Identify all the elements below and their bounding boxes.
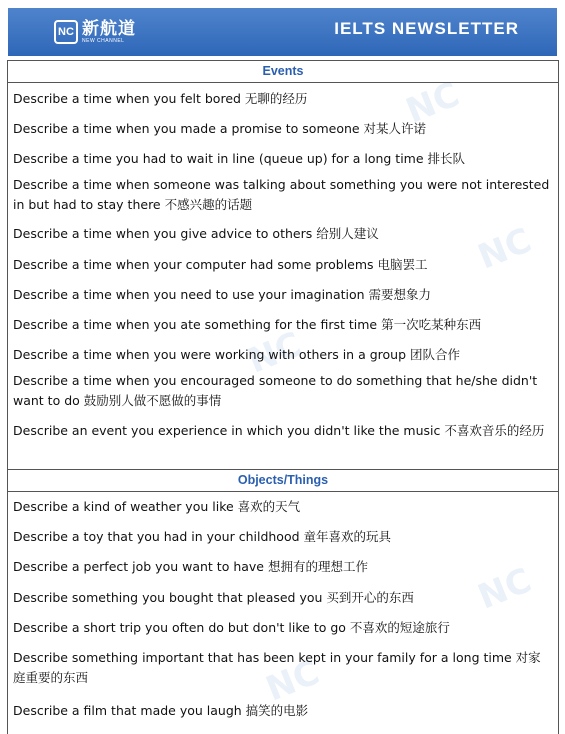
list-item: Describe a film that made you laugh 搞笑的电影 (13, 703, 309, 718)
list-item: Describe a time when someone was talking about something you were not interested in but had to stay there 不感兴趣的话题 (13, 177, 550, 212)
watermark-logo: NC (472, 560, 537, 618)
list-item: Describe a time when your computer had some problems 电脑罢工 (13, 257, 428, 272)
list-item: Describe a time when you give advice to others 给别人建议 (13, 226, 379, 241)
newsletter-header (8, 8, 557, 56)
section-header-objects-things: Objects/Things (8, 469, 558, 492)
list-item: Describe a time you had to wait in line (queue up) for a long time 排长队 (13, 151, 466, 166)
list-item: Describe a short trip you often do but don't like to go 不喜欢的短途旅行 (13, 620, 450, 635)
list-item: Describe something you bought that pleased you 买到开心的东西 (13, 590, 414, 605)
list-item: Describe a kind of weather you like 喜欢的天气 (13, 499, 301, 514)
list-item: Describe a perfect job you want to have 想拥有的理想工作 (13, 559, 368, 574)
watermark-logo: NC (260, 652, 325, 710)
list-item: Describe a time when you encouraged someone to do something that he/she didn't want to do 鼓励别人做不愿做的事情 (13, 373, 538, 408)
logo-chinese-name: 新航道 (82, 18, 136, 39)
list-item: Describe an event you experience in which you didn't like the music 不喜欢音乐的经历 (13, 423, 545, 438)
newsletter-title: IELTS NEWSLETTER (334, 19, 519, 38)
list-item: Describe a time when you felt bored 无聊的经历 (13, 91, 308, 106)
logo-mark-icon: NC (54, 20, 78, 44)
list-item: Describe a time when you were working with others in a group 团队合作 (13, 347, 460, 362)
watermark-logo: NC (400, 74, 465, 132)
watermark-logo: NC (242, 324, 307, 382)
topics-table (7, 60, 559, 734)
logo-english-name: NEW CHANNEL (82, 37, 125, 44)
list-item: Describe a time when you need to use your imagination 需要想象力 (13, 287, 432, 302)
new-channel-logo (54, 14, 136, 50)
watermark-logo: NC (472, 220, 537, 278)
list-item: Describe a time when you ate something for the first time 第一次吃某种东西 (13, 317, 482, 332)
list-item: Describe something important that has been kept in your family for a long time 对家庭重要的东西 (13, 650, 541, 685)
list-item: Describe a toy that you had in your childhood 童年喜欢的玩具 (13, 529, 392, 544)
list-item: Describe a time when you made a promise to someone 对某人许诺 (13, 121, 427, 136)
section-header-events: Events (8, 61, 558, 83)
logo-text (82, 20, 136, 45)
